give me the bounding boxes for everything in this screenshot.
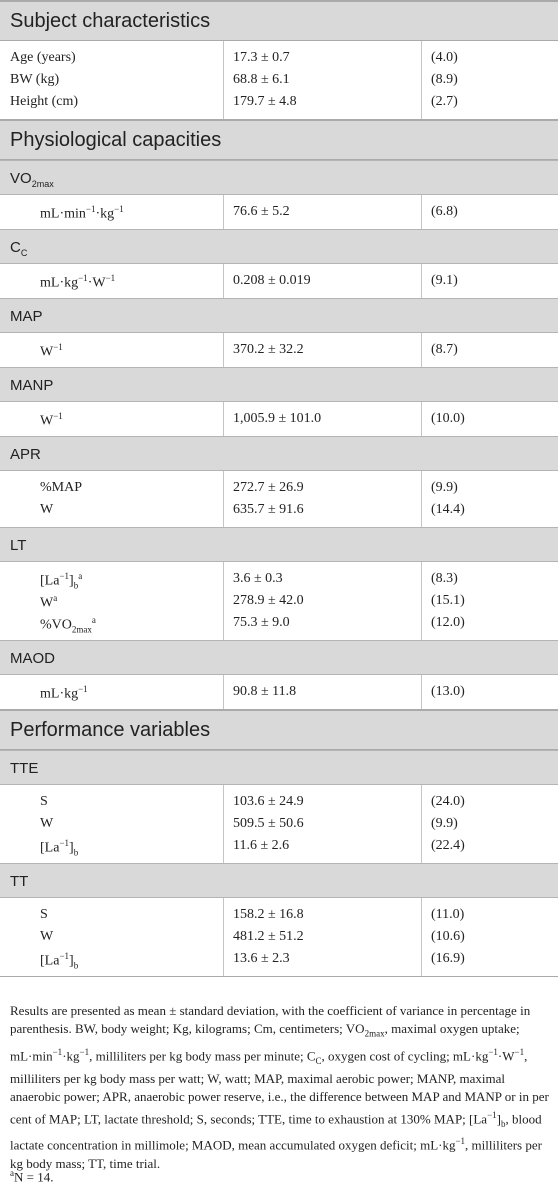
column-divider <box>223 499 224 521</box>
mean-sd-value: 90.8 ± 11.8 <box>233 684 297 699</box>
group-label: MAP <box>10 308 43 325</box>
mean-sd-value: 272.7 ± 26.9 <box>233 480 304 495</box>
column-divider <box>421 681 422 703</box>
table-row <box>0 926 558 948</box>
variable-name: $mL\cdot kg^{-1}\cdot W^{-1}$ <box>40 273 116 291</box>
mean-sd-value: 68.8 ± 6.1 <box>233 72 290 87</box>
column-divider <box>421 499 422 521</box>
variable-name: $[La^{-1}]_b$ <box>40 951 79 971</box>
column-divider <box>223 339 224 361</box>
column-divider <box>223 926 224 948</box>
table-row <box>0 681 558 703</box>
variable-name: $\%VO_{2max}^a$ <box>40 615 96 635</box>
group-header <box>0 229 558 264</box>
group-label: $C_C$ <box>10 239 28 258</box>
mean-sd-value: 103.6 ± 24.9 <box>233 794 304 809</box>
table-row <box>0 499 558 521</box>
mean-sd-value: 11.6 ± 2.6 <box>233 838 290 853</box>
cv-value: (8.9) <box>431 72 458 87</box>
column-divider <box>223 477 224 499</box>
mean-sd-value: 76.6 ± 5.2 <box>233 204 290 219</box>
column-divider <box>223 612 224 634</box>
group-label: LT <box>10 537 27 554</box>
column-divider <box>223 948 224 970</box>
column-divider <box>421 590 422 612</box>
cv-value: (8.3) <box>431 571 458 586</box>
table-row <box>0 590 558 612</box>
variable-name: W <box>40 816 54 831</box>
mean-sd-value: 509.5 ± 50.6 <box>233 816 304 831</box>
group-label: APR <box>10 446 41 463</box>
group-header <box>0 367 558 402</box>
mean-sd-value: 0.208 ± 0.019 <box>233 273 311 288</box>
column-divider <box>421 568 422 590</box>
column-divider <box>421 201 422 223</box>
column-divider <box>223 791 224 813</box>
column-divider <box>421 835 422 857</box>
cv-value: (24.0) <box>431 794 465 809</box>
cv-value: (6.8) <box>431 204 458 219</box>
variable-name: $W^a$ <box>40 593 58 611</box>
cv-value: (8.7) <box>431 342 458 357</box>
cv-value: (2.7) <box>431 94 458 109</box>
section-title: Performance variables <box>10 719 211 741</box>
group-label: MANP <box>10 377 54 394</box>
cv-value: (22.4) <box>431 838 465 853</box>
table-row <box>0 568 558 590</box>
table-row <box>0 91 558 113</box>
cv-value: (9.9) <box>431 480 458 495</box>
variable-name: $mL\cdot\min^{-1}\cdot kg^{-1}$ <box>40 204 124 222</box>
group-label: MAOD <box>10 650 55 667</box>
column-divider <box>223 970 224 976</box>
variable-name: Height (cm) <box>10 94 79 109</box>
column-divider <box>421 904 422 926</box>
mean-sd-value: 75.3 ± 9.0 <box>233 615 290 630</box>
column-divider <box>421 612 422 634</box>
cv-value: (16.9) <box>431 951 465 966</box>
cv-value: (12.0) <box>431 615 465 630</box>
cv-value: (9.1) <box>431 273 458 288</box>
mean-sd-value: 481.2 ± 51.2 <box>233 929 304 944</box>
mean-sd-value: 635.7 ± 91.6 <box>233 502 304 517</box>
group-label: TTE <box>10 760 39 777</box>
table-row <box>0 408 558 430</box>
mean-sd-value: 1,005.9 ± 101.0 <box>233 411 322 426</box>
group-label: $VO_{2max}$ <box>10 170 54 189</box>
group-header <box>0 436 558 471</box>
cv-value: (4.0) <box>431 50 458 65</box>
variable-name: %MAP <box>40 480 83 495</box>
cv-value: (10.0) <box>431 411 465 426</box>
section-title: Subject characteristics <box>10 10 211 32</box>
table-row <box>0 69 558 91</box>
table-row <box>0 339 558 361</box>
column-divider <box>421 270 422 292</box>
mean-sd-value: 278.9 ± 42.0 <box>233 593 304 608</box>
table-row <box>0 612 558 634</box>
row-spacer <box>0 970 558 976</box>
column-divider <box>421 926 422 948</box>
table-footnote-n: $^a$N = 14. <box>10 1168 54 1185</box>
cv-value: (13.0) <box>431 684 465 699</box>
column-divider <box>421 408 422 430</box>
mean-sd-value: 158.2 ± 16.8 <box>233 907 304 922</box>
table-bottom-rule <box>0 976 558 977</box>
table-row <box>0 835 558 857</box>
group-header <box>0 750 558 785</box>
mean-sd-value: 13.6 ± 2.3 <box>233 951 290 966</box>
group-header <box>0 527 558 562</box>
column-divider <box>421 91 422 113</box>
column-divider <box>421 791 422 813</box>
column-divider <box>223 91 224 113</box>
group-header <box>0 160 558 195</box>
table-row <box>0 948 558 970</box>
column-divider <box>421 339 422 361</box>
column-divider <box>223 270 224 292</box>
column-divider <box>223 681 224 703</box>
group-header <box>0 298 558 333</box>
column-divider <box>223 590 224 612</box>
cv-value: (14.4) <box>431 502 465 517</box>
variable-name: $[La^{-1}]_b$ <box>40 838 79 858</box>
cv-value: (9.9) <box>431 816 458 831</box>
column-divider <box>421 813 422 835</box>
mean-sd-value: 179.7 ± 4.8 <box>233 94 297 109</box>
cv-value: (11.0) <box>431 907 465 922</box>
column-divider <box>223 408 224 430</box>
variable-name: W <box>40 929 54 944</box>
column-divider <box>421 970 422 976</box>
group-header <box>0 640 558 675</box>
column-divider <box>223 813 224 835</box>
cv-value: (15.1) <box>431 593 465 608</box>
table-row <box>0 813 558 835</box>
variable-name: BW (kg) <box>10 72 60 87</box>
column-divider <box>421 948 422 970</box>
section-header <box>0 0 558 41</box>
column-divider <box>421 47 422 69</box>
variable-name: $W^{-1}$ <box>40 411 63 429</box>
table-row <box>0 201 558 223</box>
column-divider <box>223 201 224 223</box>
column-divider <box>223 69 224 91</box>
table-row <box>0 904 558 926</box>
variable-name: $mL\cdot kg^{-1}$ <box>40 684 88 702</box>
column-divider <box>223 904 224 926</box>
variable-name: S <box>40 907 48 922</box>
table-row <box>0 270 558 292</box>
mean-sd-value: 3.6 ± 0.3 <box>233 571 283 586</box>
variable-name: $W^{-1}$ <box>40 342 63 360</box>
mean-sd-value: 17.3 ± 0.7 <box>233 50 290 65</box>
column-divider <box>421 69 422 91</box>
column-divider <box>223 835 224 857</box>
group-header <box>0 863 558 898</box>
variable-name: Age (years) <box>10 50 76 65</box>
group-label: TT <box>10 873 29 890</box>
cv-value: (10.6) <box>431 929 465 944</box>
section-title: Physiological capacities <box>10 129 222 151</box>
table-row <box>0 47 558 69</box>
section-header <box>0 119 558 160</box>
variable-name: $[La^{-1}]_b^a$ <box>40 571 83 591</box>
section-header <box>0 709 558 750</box>
table-row <box>0 791 558 813</box>
mean-sd-value: 370.2 ± 32.2 <box>233 342 304 357</box>
variable-name: W <box>40 502 54 517</box>
table-row <box>0 477 558 499</box>
column-divider <box>421 477 422 499</box>
column-divider <box>223 47 224 69</box>
table-footnote: Results are presented as mean ± standard deviation, with the coefficient of variance in percentage in parenthesis. BW, body weight; Kg, kilograms; Cm, centimeters; $VO_{2max}$, maximal oxygen uptake; $mL\cdot\min^{-1}\cdot kg^{-1}$, milliliters per kg body mass per minute; $C_C$, oxygen cost of cycling; $mL\cdot kg^{-1}\cdot W^{-1}$, milliliters per kg body mass per watt; W, watt; MAP, maximal aerobic power; MANP, maximal anaerobic power; APR, anaerobic power reserve, i.e., the difference between MAP and MANP or in per cent of MAP; LT, lactate threshold; S, seconds; TTE, time to exhaustion at 130% MAP; $[La^{-1}]_b$, blood lactate concentration in millimole; MAOD, mean accumulated oxygen deficit; $mL\cdot kg^{-1}$, milliliters per kg body mass; TT, time trial. <box>10 1003 549 1171</box>
column-divider <box>223 568 224 590</box>
variable-name: S <box>40 794 48 809</box>
